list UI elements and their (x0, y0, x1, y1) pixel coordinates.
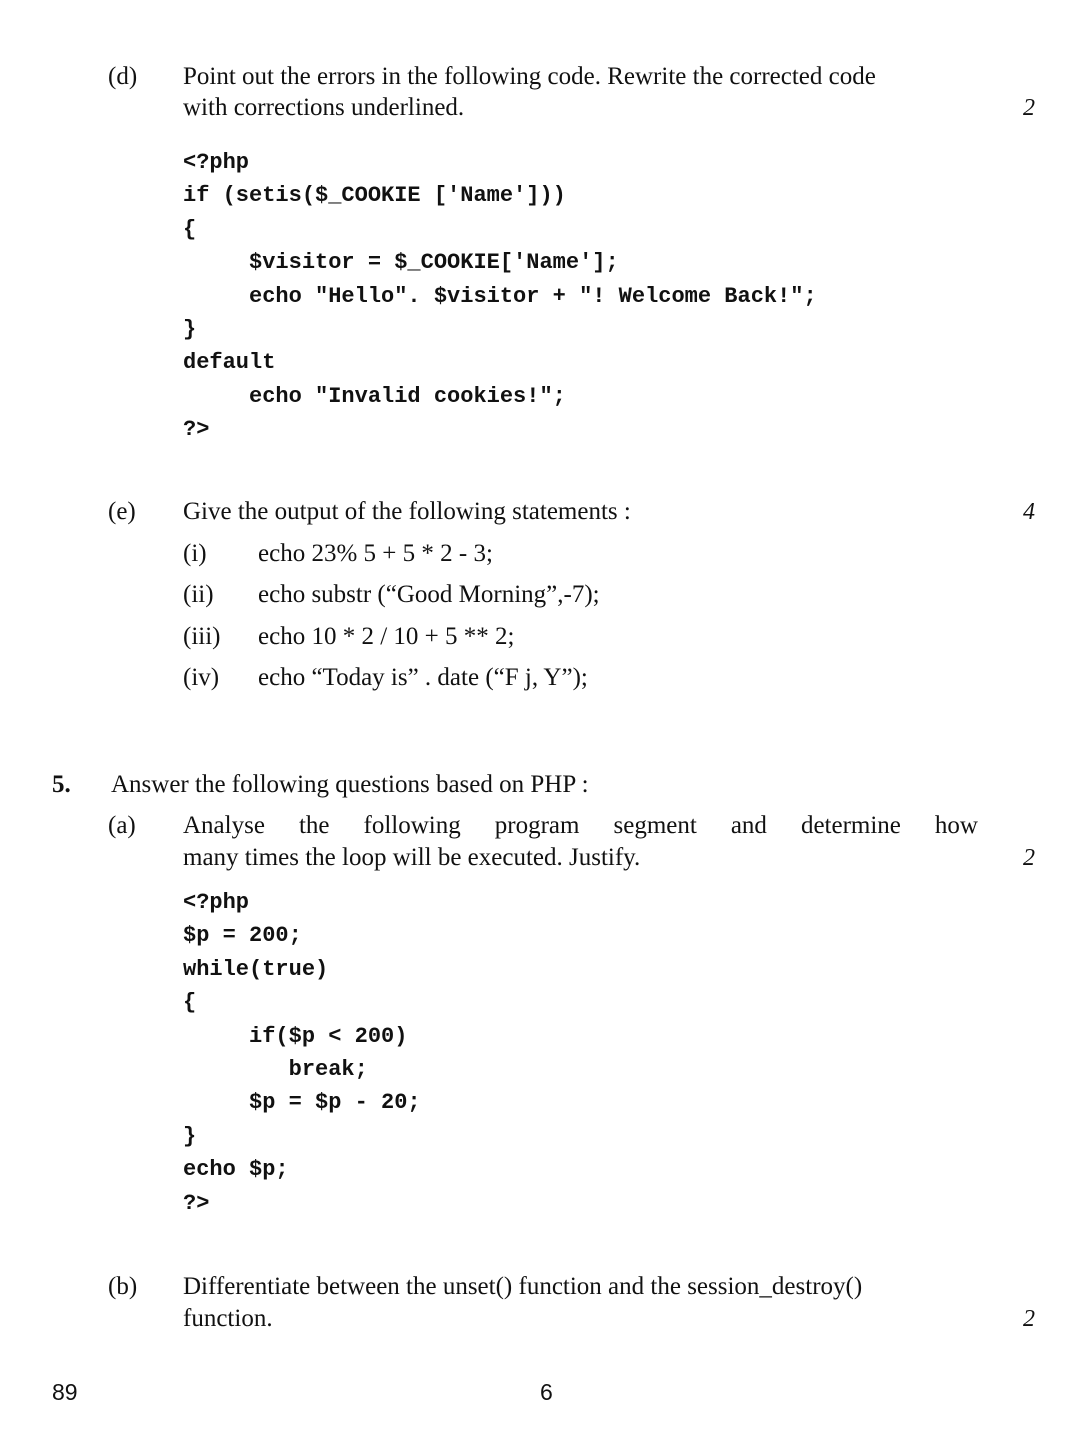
part-d-code-block (183, 146, 817, 447)
part-e-question: Give the output of the following statements : (183, 498, 631, 525)
part-a-label: (a) (108, 812, 136, 839)
part-e-item-text: echo substr (“Good Morning”,-7); (258, 581, 600, 608)
code-line: <?php (183, 150, 250, 175)
part-e-item-text: echo 10 * 2 / 10 + 5 ** 2; (258, 623, 515, 650)
part-b-question-line2: function. (183, 1305, 273, 1332)
part-d-question-line2: with corrections underlined. (183, 94, 465, 121)
part-e-item-number: (i) (183, 540, 207, 567)
code-line: { (183, 216, 197, 242)
code-line: } (183, 1123, 197, 1149)
part-b-label: (b) (108, 1273, 138, 1300)
part-e-label: (e) (108, 498, 136, 525)
part-a-marks: 2 (1023, 845, 1035, 871)
part-e-item-number: (iii) (183, 623, 221, 650)
part-d-question-line1: Point out the errors in the following code. Rewrite the corrected code (183, 63, 876, 90)
code-line: default (183, 350, 276, 376)
code-line: { (183, 990, 197, 1016)
part-b-marks: 2 (1023, 1306, 1035, 1332)
page-number: 6 (540, 1379, 553, 1405)
part-e-item-text: echo “Today is” . date (“F j, Y”); (258, 664, 588, 691)
code-line: echo $p; (183, 1157, 289, 1183)
code-line: $p = 200; (183, 923, 302, 949)
code-line: echo "Invalid cookies!"; (183, 383, 566, 409)
part-b-question-line1: Differentiate between the unset() function and the session_destroy() (183, 1273, 863, 1300)
question-5-text: Answer the following questions based on PHP : (111, 771, 589, 798)
part-e-marks: 4 (1023, 499, 1035, 525)
part-e-item-number: (iv) (183, 664, 220, 691)
part-e-item-text: echo 23% 5 + 5 * 2 - 3; (258, 540, 493, 567)
code-line: $visitor = $_COOKIE['Name']; (183, 250, 619, 276)
code-line: if($p < 200) (183, 1023, 408, 1049)
part-a-code-block (183, 886, 421, 1220)
part-e-item-number: (ii) (183, 581, 214, 608)
part-d-marks: 2 (1023, 95, 1035, 121)
paper-code: 89 (52, 1379, 78, 1405)
part-a-question-line1: Analyse the following program segment and determine how (183, 812, 978, 839)
code-line: } (183, 317, 197, 343)
code-line: <?php (183, 890, 250, 915)
part-a-question-line2: many times the loop will be executed. Justify. (183, 844, 641, 871)
code-line: break; (183, 1057, 368, 1083)
part-d-label: (d) (108, 63, 138, 90)
code-line: ?> (183, 417, 210, 443)
code-line: echo "Hello". $visitor + "! Welcome Back!"; (183, 283, 817, 309)
code-line: ?> (183, 1190, 210, 1216)
code-line: if (setis($_COOKIE ['Name'])) (183, 183, 566, 209)
code-line: $p = $p - 20; (183, 1090, 421, 1116)
code-line: while(true) (183, 956, 329, 982)
question-5-number: 5. (52, 771, 71, 798)
